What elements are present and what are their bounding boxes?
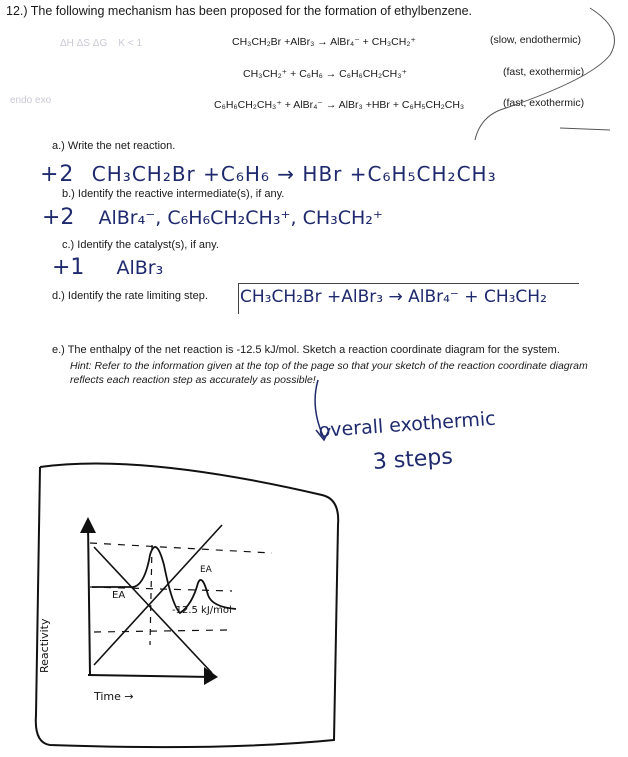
grader-note-line-1: overall exothermic	[318, 407, 497, 442]
ea-label-2: EA	[200, 565, 212, 575]
answer-b-text: AlBr₄⁻, C₆H₆CH₂CH₃⁺, CH₃CH₂⁺	[98, 207, 383, 229]
x-axis-label: Time →	[94, 690, 134, 703]
step-3-note: (fast, exothermic)	[503, 97, 585, 109]
dashed-product-level	[94, 630, 227, 632]
step-2-note: (fast, exothermic)	[503, 66, 585, 78]
step-1-note: (slow, endothermic)	[490, 34, 582, 46]
answer-c-text: AlBr₃	[116, 257, 164, 279]
answer-a-points: +2	[40, 162, 75, 187]
part-a-prompt: a.) Write the net reaction.	[52, 140, 176, 152]
answer-c-points: +1	[52, 255, 85, 280]
answer-d-text: CH₃CH₂Br +AlBr₃ → AlBr₄⁻ + CH₃CH₂	[240, 287, 547, 307]
answer-b-points: +2	[42, 205, 75, 230]
answer-c	[52, 255, 163, 280]
bleed-through-text: endo exo	[10, 95, 52, 106]
part-c-prompt: c.) Identify the catalyst(s), if any.	[62, 239, 219, 251]
part-e-prompt: e.) The enthalpy of the net reaction is -12.5 kJ/mol. Sketch a reaction coordinate diagram for the system.	[52, 344, 560, 356]
energy-curve	[92, 547, 236, 613]
top-right-pen-curve	[440, 0, 628, 150]
ea-label: EA	[112, 590, 126, 601]
mechanism-step-3: C₆H₆CH₂CH₃⁺ + AlBr₄⁻ → AlBr₃ +HBr + C₆H₅CH₂CH₃	[214, 99, 465, 111]
part-b-prompt: b.) Identify the reactive intermediate(s), if any.	[62, 188, 285, 200]
reaction-coordinate-sketch	[22, 455, 362, 755]
part-e-hint: Hint: Refer to the information given at the top of the page so that your sketch of the reaction coordinate diagram reflects each reaction step as accurately as possible!	[70, 360, 588, 386]
mechanism-step-2: CH₃CH₂⁺ + C₆H₆ → C₆H₆CH₂CH₃⁺	[243, 68, 408, 80]
y-axis-arrowhead	[80, 517, 96, 533]
mechanism-step-1: CH₃CH₂Br +AlBr₃ → AlBr₄⁻ + CH₃CH₂⁺	[232, 36, 416, 48]
dashed-ts-level	[90, 543, 272, 553]
answer-a	[40, 162, 497, 187]
answer-a-text: CH₃CH₂Br +C₆H₆ → HBr +C₆H₅CH₂CH₃	[91, 162, 497, 186]
x-axis-line	[88, 675, 212, 677]
dashed-vertical	[150, 545, 152, 645]
y-axis-line	[88, 523, 90, 675]
question-title: 12.) The following mechanism has been proposed for the formation of ethylbenzene.	[6, 4, 473, 18]
bleed-through-text: ΔH ΔS ΔG K < 1	[60, 38, 143, 49]
answer-b	[42, 205, 383, 230]
grader-note-line-2: 3 steps	[372, 444, 454, 475]
delta-h-label: -12.5 kJ/mol	[172, 605, 232, 616]
y-axis-label: Reactivity	[38, 618, 51, 673]
x-axis-arrowhead	[204, 667, 218, 685]
part-d-prompt: d.) Identify the rate limiting step.	[52, 290, 208, 302]
